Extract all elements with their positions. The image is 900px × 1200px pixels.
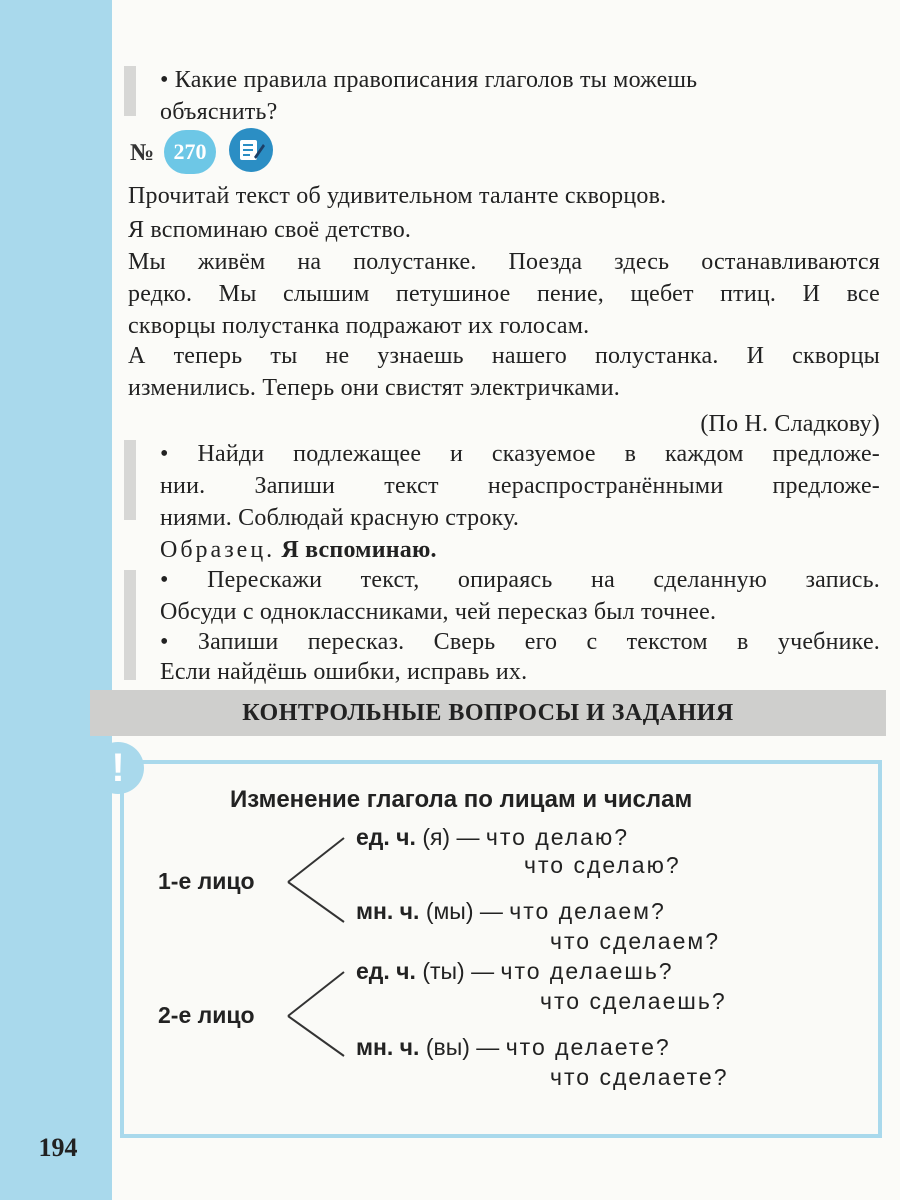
person-1-singular-perfective: что сделаю?	[524, 852, 681, 878]
pronoun: (ты) —	[422, 958, 495, 984]
person-2-label: 2-е лицо	[158, 1002, 255, 1028]
bullet-marker-bar	[124, 440, 136, 520]
top-bullet-line1: • Какие правила правописания глаголов ты можешь	[160, 67, 698, 93]
question: что делаешь?	[500, 958, 674, 984]
question: что делаем?	[509, 898, 666, 924]
number-label: ед. ч.	[356, 824, 416, 850]
assignment2-line1: • Перескажи текст, опираясь на сделанную запись.	[160, 567, 880, 593]
bullet-marker-bar	[124, 570, 136, 680]
sample-text: Я вспоминаю.	[281, 537, 437, 563]
number-label: мн. ч.	[356, 1034, 420, 1060]
person-2-singular	[356, 958, 674, 985]
task-number-badge: 270	[164, 130, 216, 174]
assignment1-line1: • Найди подлежащее и сказуемое в каждом предложе-	[160, 441, 880, 467]
story-p3-line1: А теперь ты не узнаешь нашего полустанка. И скворцы	[128, 343, 880, 369]
question: что делаете?	[505, 1034, 671, 1060]
person-2-singular-perfective: что сделаешь?	[540, 988, 727, 1014]
story-source: (По Н. Сладкову)	[700, 411, 880, 437]
number-label: мн. ч.	[356, 898, 420, 924]
person-1-plural-perfective: что сделаем?	[550, 928, 720, 954]
top-bullet-line2: объяснить?	[160, 99, 278, 125]
page-number: 194	[18, 1108, 98, 1188]
sample-line	[160, 534, 437, 566]
person-branch-lines	[280, 830, 360, 1080]
story-p2-line3: скворцы полустанка подражают их голосам.	[128, 313, 590, 339]
section-header: КОНТРОЛЬНЫЕ ВОПРОСЫ И ЗАДАНИЯ	[90, 690, 886, 736]
task-number-sign: №	[130, 140, 155, 166]
person-1-singular	[356, 824, 629, 851]
person-2-plural	[356, 1034, 671, 1061]
assignment2-line4: Если найдёшь ошибки, исправь их.	[160, 659, 528, 685]
pronoun: (я) —	[422, 824, 480, 850]
assignment2-line3: • Запиши пересказ. Сверь его с текстом в учебнике.	[160, 629, 880, 655]
assignment1-line3: ниями. Соблюдай красную строку.	[160, 505, 520, 531]
person-2-plural-perfective: что сделаете?	[550, 1064, 729, 1090]
number-label: ед. ч.	[356, 958, 416, 984]
page-margin-band	[0, 0, 112, 1200]
rule-box-title: Изменение глагола по лицам и числам	[230, 786, 693, 813]
person-1-label: 1-е лицо	[158, 868, 255, 894]
person-1-plural	[356, 898, 666, 925]
pronoun: (мы) —	[425, 898, 503, 924]
sample-label: Образец.	[160, 537, 276, 563]
story-p2-line1: Мы живём на полустанке. Поезда здесь останавливаются	[128, 249, 880, 275]
story-p3-line2: изменились. Теперь они свистят электричками.	[128, 375, 620, 401]
pronoun: (вы) —	[425, 1034, 500, 1060]
story-paragraph-1: Я вспоминаю своё детство.	[128, 217, 412, 243]
exclamation-icon: !	[92, 742, 144, 794]
assignment1-line2: нии. Запиши текст нераспространёнными предложе-	[160, 473, 880, 499]
story-p2-line2: редко. Мы слышим петушиное пение, щебет птиц. И все	[128, 281, 880, 307]
question: что делаю?	[485, 824, 630, 850]
intro-text: Прочитай текст об удивительном таланте скворцов.	[128, 183, 667, 209]
assignment2-line2: Обсуди с одноклассниками, чей пересказ был точнее.	[160, 599, 717, 625]
rule-box	[120, 760, 882, 1138]
